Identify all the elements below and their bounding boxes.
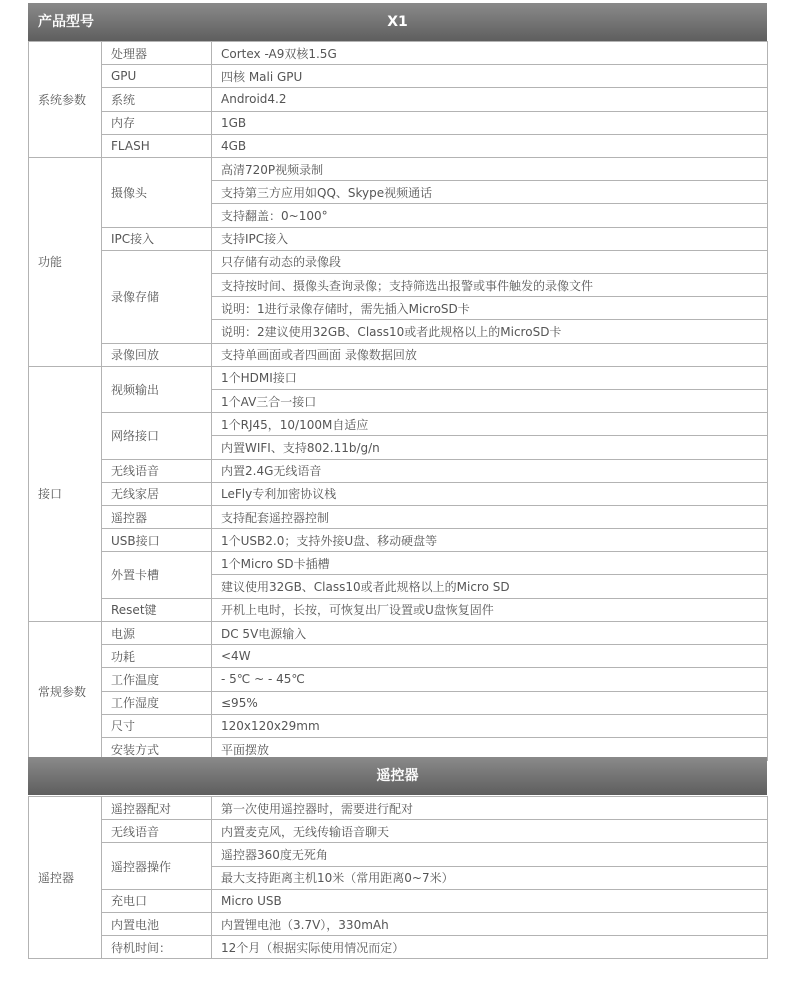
parameter-name-cell: 摄像头 xyxy=(102,158,212,228)
parameter-value-cell: 1GB xyxy=(212,111,768,134)
parameter-value-cell: 支持单画面或者四画面 录像数据回放 xyxy=(212,343,768,366)
model-header xyxy=(28,3,767,41)
spec-section-table xyxy=(28,157,768,367)
parameter-name-cell: 遥控器操作 xyxy=(102,843,212,889)
table-row xyxy=(29,820,768,843)
parameter-value-cell: 1个Micro SD卡插槽 xyxy=(212,552,768,575)
parameter-value-cell: Cortex -A9双核1.5G xyxy=(212,42,768,65)
table-row xyxy=(29,366,768,389)
table-row xyxy=(29,598,768,621)
parameter-name-cell: 遥控器 xyxy=(102,505,212,528)
parameter-value-cell: 只存储有动态的录像段 xyxy=(212,250,768,273)
table-row xyxy=(29,912,768,935)
parameter-value-cell: 第一次使用遥控器时，需要进行配对 xyxy=(212,797,768,820)
parameter-name-cell: 无线语音 xyxy=(102,820,212,843)
parameter-name-cell: 待机时间： xyxy=(102,936,212,959)
parameter-value-cell: 1个AV三合一接口 xyxy=(212,389,768,412)
parameter-value-cell: 内置2.4G无线语音 xyxy=(212,459,768,482)
parameter-value-cell: 120x120x29mm xyxy=(212,714,768,737)
parameter-value-cell: 高清720P视频录制 xyxy=(212,158,768,181)
parameter-name-cell: 安装方式 xyxy=(102,737,212,760)
parameter-value-cell: 建议使用32GB、Class10或者此规格以上的Micro SD xyxy=(212,575,768,598)
parameter-value-cell: 平面摆放 xyxy=(212,737,768,760)
table-row xyxy=(29,413,768,436)
parameter-value-cell: 说明：1进行录像存储时，需先插入MicroSD卡 xyxy=(212,297,768,320)
parameter-value-cell: Micro USB xyxy=(212,889,768,912)
spec-section-table xyxy=(28,796,768,959)
table-row xyxy=(29,622,768,645)
parameter-value-cell: 12个月（根据实际使用情况而定） xyxy=(212,936,768,959)
parameter-name-cell: 工作温度 xyxy=(102,668,212,691)
category-cell: 遥控器 xyxy=(29,797,102,959)
model-value: X1 xyxy=(387,14,408,30)
remote-header-title: 遥控器 xyxy=(376,768,419,784)
parameter-name-cell: IPC接入 xyxy=(102,227,212,250)
table-row xyxy=(29,691,768,714)
table-row xyxy=(29,65,768,88)
parameter-value-cell: 四核 Mali GPU xyxy=(212,65,768,88)
table-row xyxy=(29,158,768,181)
table-row xyxy=(29,459,768,482)
parameter-value-cell: - 5℃ ~ - 45℃ xyxy=(212,668,768,691)
table-row xyxy=(29,936,768,959)
table-row xyxy=(29,88,768,111)
parameter-value-cell: 最大支持距离主机10米（常用距离0~7米） xyxy=(212,866,768,889)
parameter-name-cell: 外置卡槽 xyxy=(102,552,212,598)
parameter-value-cell: 1个USB2.0；支持外接U盘、移动硬盘等 xyxy=(212,529,768,552)
parameter-name-cell: 录像回放 xyxy=(102,343,212,366)
parameter-value-cell: 内置锂电池（3.7V），330mAh xyxy=(212,912,768,935)
parameter-value-cell: 1个RJ45，10/100M自适应 xyxy=(212,413,768,436)
table-row xyxy=(29,529,768,552)
parameter-value-cell: <4W xyxy=(212,645,768,668)
table-row xyxy=(29,250,768,273)
parameter-name-cell: 网络接口 xyxy=(102,413,212,459)
table-row xyxy=(29,889,768,912)
parameter-value-cell: 支持翻盖：0~100° xyxy=(212,204,768,227)
table-row xyxy=(29,714,768,737)
parameter-value-cell: 1个HDMI接口 xyxy=(212,366,768,389)
parameter-value-cell: 内置麦克风，无线传输语音聊天 xyxy=(212,820,768,843)
parameter-value-cell: 遥控器360度无死角 xyxy=(212,843,768,866)
category-cell: 系统参数 xyxy=(29,42,102,158)
table-row xyxy=(29,482,768,505)
spec-section-table xyxy=(28,41,768,158)
parameter-value-cell: 支持第三方应用如QQ、Skype视频通话 xyxy=(212,181,768,204)
parameter-name-cell: 无线家居 xyxy=(102,482,212,505)
table-row xyxy=(29,552,768,575)
table-row xyxy=(29,797,768,820)
parameter-name-cell: 内置电池 xyxy=(102,912,212,935)
parameter-name-cell: GPU xyxy=(102,65,212,88)
parameter-name-cell: 录像存储 xyxy=(102,250,212,343)
parameter-name-cell: 充电口 xyxy=(102,889,212,912)
parameter-name-cell: Reset键 xyxy=(102,598,212,621)
parameter-name-cell: 尺寸 xyxy=(102,714,212,737)
parameter-name-cell: 系统 xyxy=(102,88,212,111)
parameter-name-cell: FLASH xyxy=(102,134,212,157)
parameter-value-cell: 内置WIFI、支持802.11b/g/n xyxy=(212,436,768,459)
parameter-name-cell: 内存 xyxy=(102,111,212,134)
parameter-value-cell: ≤95% xyxy=(212,691,768,714)
parameter-name-cell: 电源 xyxy=(102,622,212,645)
parameter-name-cell: 处理器 xyxy=(102,42,212,65)
parameter-name-cell: 遥控器配对 xyxy=(102,797,212,820)
category-cell: 接口 xyxy=(29,366,102,621)
remote-header xyxy=(28,757,767,795)
parameter-value-cell: 说明：2建议使用32GB、Class10或者此规格以上的MicroSD卡 xyxy=(212,320,768,343)
parameter-name-cell: 功耗 xyxy=(102,645,212,668)
table-row xyxy=(29,343,768,366)
table-row xyxy=(29,227,768,250)
parameter-value-cell: 支持IPC接入 xyxy=(212,227,768,250)
table-row xyxy=(29,111,768,134)
parameter-name-cell: 无线语音 xyxy=(102,459,212,482)
table-row xyxy=(29,42,768,65)
parameter-value-cell: 支持按时间、摄像头查询录像；支持筛选出报警或事件触发的录像文件 xyxy=(212,273,768,296)
table-row xyxy=(29,134,768,157)
spec-section-table xyxy=(28,366,768,622)
category-cell: 功能 xyxy=(29,158,102,367)
table-row xyxy=(29,668,768,691)
table-row xyxy=(29,843,768,866)
model-label: 产品型号 xyxy=(38,14,94,30)
parameter-name-cell: 工作湿度 xyxy=(102,691,212,714)
parameter-name-cell: USB接口 xyxy=(102,529,212,552)
parameter-value-cell: 4GB xyxy=(212,134,768,157)
category-cell: 常规参数 xyxy=(29,622,102,761)
parameter-value-cell: LeFly专利加密协议栈 xyxy=(212,482,768,505)
parameter-value-cell: DC 5V电源输入 xyxy=(212,622,768,645)
table-row xyxy=(29,645,768,668)
parameter-value-cell: 开机上电时，长按，可恢复出厂设置或U盘恢复固件 xyxy=(212,598,768,621)
parameter-name-cell: 视频输出 xyxy=(102,366,212,412)
table-row xyxy=(29,505,768,528)
parameter-value-cell: Android4.2 xyxy=(212,88,768,111)
parameter-value-cell: 支持配套遥控器控制 xyxy=(212,505,768,528)
spec-section-table xyxy=(28,621,768,761)
